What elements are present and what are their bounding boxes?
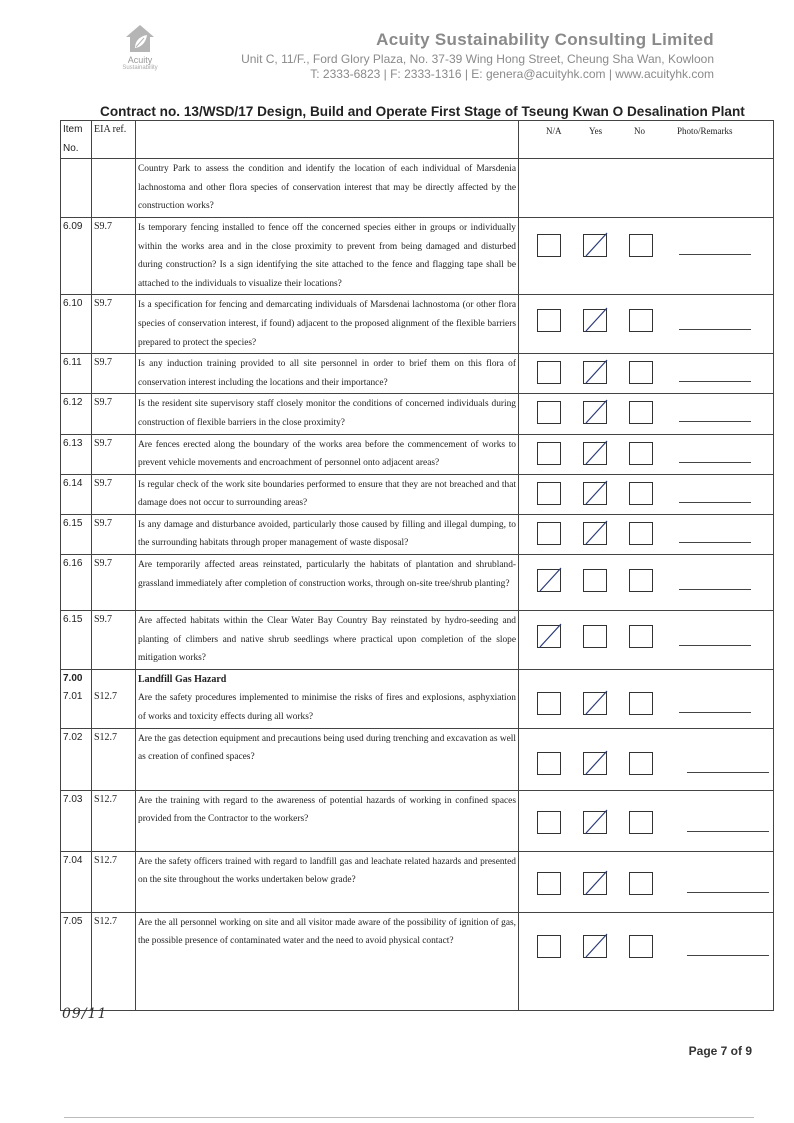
house-leaf-icon — [123, 22, 157, 56]
checkbox-na[interactable] — [537, 234, 561, 257]
remarks-line[interactable] — [687, 955, 769, 956]
remarks-line[interactable] — [679, 712, 751, 713]
logo-name: Acuity — [127, 55, 153, 65]
row-item-number — [61, 790, 92, 851]
checkbox-no[interactable] — [629, 872, 653, 895]
row-eia-ref — [92, 728, 136, 790]
question-text: Are the gas detection equipment and precautions being used during trenching and excavation as well as creation of confined spaces? — [138, 733, 516, 763]
item-number: 7.05 — [63, 915, 83, 927]
row-item-number — [61, 354, 92, 394]
row-item-number — [61, 728, 92, 790]
table-row — [61, 295, 774, 354]
row-question — [136, 434, 519, 474]
row-item-number — [61, 474, 92, 514]
row-eia-ref — [92, 217, 136, 294]
question-text: Is the resident site supervisory staff closely monitor the conditions of concerned individuals during construction of flexible barriers in the close proximity? — [138, 399, 516, 428]
logo-subtitle: Sustainability — [122, 65, 158, 71]
company-name: Acuity Sustainability Consulting Limited — [376, 30, 714, 49]
remarks-line[interactable] — [679, 254, 751, 255]
row-marks — [519, 217, 774, 294]
question-text: Are the safety procedures implemented to minimise the risks of fires and explosions, asphyxiation of works and toxicity effects during all works? — [138, 693, 516, 723]
table-row — [61, 669, 774, 728]
eia-ref: S12.7 — [94, 731, 118, 743]
row-question — [136, 728, 519, 790]
checkbox-yes[interactable] — [583, 482, 607, 505]
row-question — [136, 159, 519, 218]
checkbox-yes[interactable] — [583, 569, 607, 592]
checkbox-no[interactable] — [629, 482, 653, 505]
row-question — [136, 851, 519, 912]
eia-ref: S9.7 — [94, 517, 113, 529]
row-question — [136, 611, 519, 670]
checkbox-yes[interactable] — [583, 935, 607, 958]
header-photo-remarks: Photo/Remarks — [677, 126, 733, 136]
row-marks — [519, 434, 774, 474]
checkbox-yes[interactable] — [583, 522, 607, 545]
question-text: Is any damage and disturbance avoided, particularly those caused by filling and illegal dumping, to the surrounding habitats through proper management of waste disposal? — [138, 519, 516, 549]
row-question — [136, 790, 519, 851]
header-no-label: No. — [63, 142, 79, 154]
row-item-number — [61, 295, 92, 354]
checkbox-no[interactable] — [629, 935, 653, 958]
question-text: Is temporary fencing installed to fence off the concerned species either in groups or individually within the works area and in the close proximity to prevent from being damaged and disturbed during construction? Is a sign identifying the site attached to the fence and flagging tape shall be attached to the individuals to visualize their locations? — [138, 222, 516, 289]
checkbox-na[interactable] — [537, 872, 561, 895]
question-text: Is regular check of the work site boundaries performed to ensure that they are not breached and that damage does not occur to surrounding areas? — [138, 479, 516, 509]
remarks-line[interactable] — [679, 589, 751, 590]
row-marks — [519, 851, 774, 912]
checkbox-yes[interactable] — [583, 442, 607, 465]
table-row — [61, 474, 774, 514]
checkbox-yes[interactable] — [583, 872, 607, 895]
item-number: 6.12 — [63, 397, 83, 409]
checkbox-na[interactable] — [537, 522, 561, 545]
row-question — [136, 912, 519, 1010]
row-question — [136, 295, 519, 354]
eia-ref: S9.7 — [94, 437, 113, 449]
row-marks — [519, 474, 774, 514]
row-marks — [519, 394, 774, 434]
row-eia-ref — [92, 555, 136, 611]
row-marks — [519, 295, 774, 354]
header-no: No — [634, 126, 645, 136]
row-question — [136, 394, 519, 434]
table-header-row — [61, 121, 774, 159]
header-question — [136, 121, 519, 159]
eia-ref: S9.7 — [94, 477, 113, 489]
checkbox-no[interactable] — [629, 569, 653, 592]
table-row — [61, 514, 774, 554]
row-eia-ref — [92, 474, 136, 514]
checkbox-no[interactable] — [629, 692, 653, 715]
header-item — [61, 121, 92, 159]
row-eia-ref — [92, 295, 136, 354]
question-text: Are the safety officers trained with regard to landfill gas and leachate related hazards and presented on the site throughout the works undertaken below grade? — [138, 856, 516, 886]
table-row — [61, 790, 774, 851]
row-eia-ref — [92, 851, 136, 912]
row-item-number — [61, 851, 92, 912]
row-item-number — [61, 514, 92, 554]
row-item-number — [61, 555, 92, 611]
checkbox-yes[interactable] — [583, 361, 607, 384]
row-question — [136, 474, 519, 514]
checkbox-no[interactable] — [629, 442, 653, 465]
checkbox-yes[interactable] — [583, 752, 607, 775]
checkbox-na[interactable] — [537, 482, 561, 505]
row-question — [136, 514, 519, 554]
item-number: 6.11 — [63, 357, 82, 369]
checkbox-na[interactable] — [537, 442, 561, 465]
eia-ref: S12.7 — [94, 854, 118, 866]
row-item-number — [61, 611, 92, 670]
row-item-number — [61, 394, 92, 434]
checkbox-yes[interactable] — [583, 234, 607, 257]
item-number: 6.10 — [63, 298, 83, 310]
table-row — [61, 434, 774, 474]
row-marks — [519, 790, 774, 851]
checkbox-na[interactable] — [537, 811, 561, 834]
item-number: 7.04 — [63, 854, 83, 866]
checkbox-no[interactable] — [629, 309, 653, 332]
item-number: 6.15 — [63, 517, 83, 529]
row-question — [136, 217, 519, 294]
item-number: 7.03 — [63, 793, 83, 805]
eia-ref: S9.7 — [94, 614, 113, 626]
row-question — [136, 354, 519, 394]
eia-ref: S9.7 — [94, 220, 113, 232]
table-row — [61, 394, 774, 434]
table-row — [61, 912, 774, 1010]
item-number: 7.02 — [63, 731, 83, 743]
checkbox-no[interactable] — [629, 361, 653, 384]
row-marks — [519, 514, 774, 554]
table-row — [61, 728, 774, 790]
remarks-line[interactable] — [679, 329, 751, 330]
item-number: 6.09 — [63, 220, 83, 232]
row-eia-ref — [92, 611, 136, 670]
row-question — [136, 669, 519, 728]
checkbox-yes[interactable] — [583, 625, 607, 648]
table-row — [61, 851, 774, 912]
remarks-line[interactable] — [679, 462, 751, 463]
section-title: Landfill Gas Hazard — [138, 673, 227, 685]
row-eia-ref — [92, 394, 136, 434]
row-marks — [519, 159, 774, 218]
checkbox-yes[interactable] — [583, 401, 607, 424]
item-number: 6.16 — [63, 558, 83, 570]
company-contact: T: 2333-6823 | F: 2333-1316 | E: genera@acuityhk.com | www.acuityhk.com — [310, 67, 714, 81]
question-text: Are the training with regard to the awareness of potential hazards of working in confined spaces provided from the Contractor to the workers? — [138, 795, 516, 825]
table-row — [61, 611, 774, 670]
header-na: N/A — [546, 126, 562, 136]
question-text: Is any induction training provided to all site personnel in order to brief them on this flora of conservation interest including the locations and their importance? — [138, 359, 516, 388]
checkbox-no[interactable] — [629, 522, 653, 545]
eia-ref: S12.7 — [94, 691, 118, 703]
question-text: Are fences erected along the boundary of the works area before the commencement of works to prevent vehicle movements and encroachment of personnel onto adjacent areas? — [138, 439, 516, 469]
row-item-number — [61, 912, 92, 1010]
checkbox-no[interactable] — [629, 401, 653, 424]
remarks-line[interactable] — [679, 645, 751, 646]
remarks-line[interactable] — [687, 772, 769, 773]
eia-ref: S9.7 — [94, 558, 113, 570]
item-number-sub: 7.01 — [63, 691, 83, 703]
item-number: 6.14 — [63, 477, 83, 489]
item-number: 6.15 — [63, 614, 83, 626]
question-text: Are affected habitats within the Clear Water Bay Country Bay reinstated by hydro-seeding and planting of climbers and native shrub seedlings where practical upon completion of the slope mitigation works? — [138, 616, 516, 664]
page-number: Page 7 of 9 — [688, 1044, 752, 1058]
remarks-line[interactable] — [679, 381, 751, 382]
footer-divider — [64, 1117, 754, 1118]
checkbox-no[interactable] — [629, 625, 653, 648]
checkbox-na[interactable] — [537, 692, 561, 715]
checklist-table — [60, 120, 774, 1011]
row-item-number — [61, 217, 92, 294]
row-item-number — [61, 159, 92, 218]
eia-ref: S9.7 — [94, 298, 113, 310]
checkbox-no[interactable] — [629, 234, 653, 257]
header-eia-ref: EIA ref. — [92, 121, 136, 159]
item-number: 7.00 — [63, 672, 83, 684]
checkbox-na[interactable] — [537, 401, 561, 424]
checkbox-no[interactable] — [629, 752, 653, 775]
question-text: Are the all personnel working on site and all visitor made aware of the possibility of ignition of gas, the possible presence of contaminated water and the need to avoid physical contact? — [138, 917, 516, 947]
checkbox-na[interactable] — [537, 309, 561, 332]
row-eia-ref — [92, 912, 136, 1010]
eia-ref: S9.7 — [94, 357, 113, 369]
row-marks — [519, 354, 774, 394]
company-address: Unit C, 11/F., Ford Glory Plaza, No. 37-39 Wing Hong Street, Cheung Sha Wan, Kowloon — [241, 52, 714, 66]
checkbox-na[interactable] — [537, 752, 561, 775]
row-marks — [519, 912, 774, 1010]
remarks-line[interactable] — [679, 542, 751, 543]
row-marks — [519, 555, 774, 611]
checkbox-yes[interactable] — [583, 692, 607, 715]
row-eia-ref — [92, 669, 136, 728]
eia-ref: S12.7 — [94, 915, 118, 927]
eia-ref: S12.7 — [94, 793, 118, 805]
checkbox-na[interactable] — [537, 935, 561, 958]
company-logo — [100, 22, 180, 82]
question-text: Are temporarily affected areas reinstated, particularly the habitats of plantation and shrubland-grassland immediately after completion of construction works, through on-site tree/shrub planting? — [138, 560, 516, 589]
checkbox-no[interactable] — [629, 811, 653, 834]
handwritten-date: 09/11 — [62, 1006, 108, 1022]
checkbox-na[interactable] — [537, 625, 561, 648]
question-text: Country Park to assess the condition and identify the location of each individual of Marsdenia lachnostoma and other flora species of conservation interest that may be directly affected by the construction works? — [138, 164, 516, 212]
table-row — [61, 159, 774, 218]
row-item-number — [61, 669, 92, 728]
remarks-line[interactable] — [679, 502, 751, 503]
remarks-line[interactable] — [679, 421, 751, 422]
contract-title: Contract no. 13/WSD/17 Design, Build and Operate First Stage of Tseung Kwan O Desalination Plant — [100, 104, 745, 119]
row-item-number — [61, 434, 92, 474]
row-question — [136, 555, 519, 611]
question-text: Is a specification for fencing and demarcating individuals of Marsdenai lachnostoma (or other flora species of conservation interest, if found) adjacent to the proposed alignment of the flexible barriers prepared to protect the species? — [138, 300, 516, 348]
row-marks — [519, 611, 774, 670]
row-eia-ref — [92, 790, 136, 851]
checkbox-na[interactable] — [537, 361, 561, 384]
remarks-line[interactable] — [687, 831, 769, 832]
row-eia-ref — [92, 354, 136, 394]
header-yes: Yes — [589, 126, 603, 136]
checkbox-na[interactable] — [537, 569, 561, 592]
checkbox-yes[interactable] — [583, 811, 607, 834]
eia-ref: S9.7 — [94, 397, 113, 409]
header-marks — [519, 121, 774, 159]
table-row — [61, 217, 774, 294]
table-row — [61, 555, 774, 611]
item-number: 6.13 — [63, 437, 83, 449]
row-eia-ref — [92, 159, 136, 218]
row-marks — [519, 728, 774, 790]
checkbox-yes[interactable] — [583, 309, 607, 332]
row-marks — [519, 669, 774, 728]
remarks-line[interactable] — [687, 892, 769, 893]
row-eia-ref — [92, 434, 136, 474]
row-eia-ref — [92, 514, 136, 554]
company-block — [241, 30, 714, 81]
table-row — [61, 354, 774, 394]
header-item-label: Item — [63, 124, 83, 135]
